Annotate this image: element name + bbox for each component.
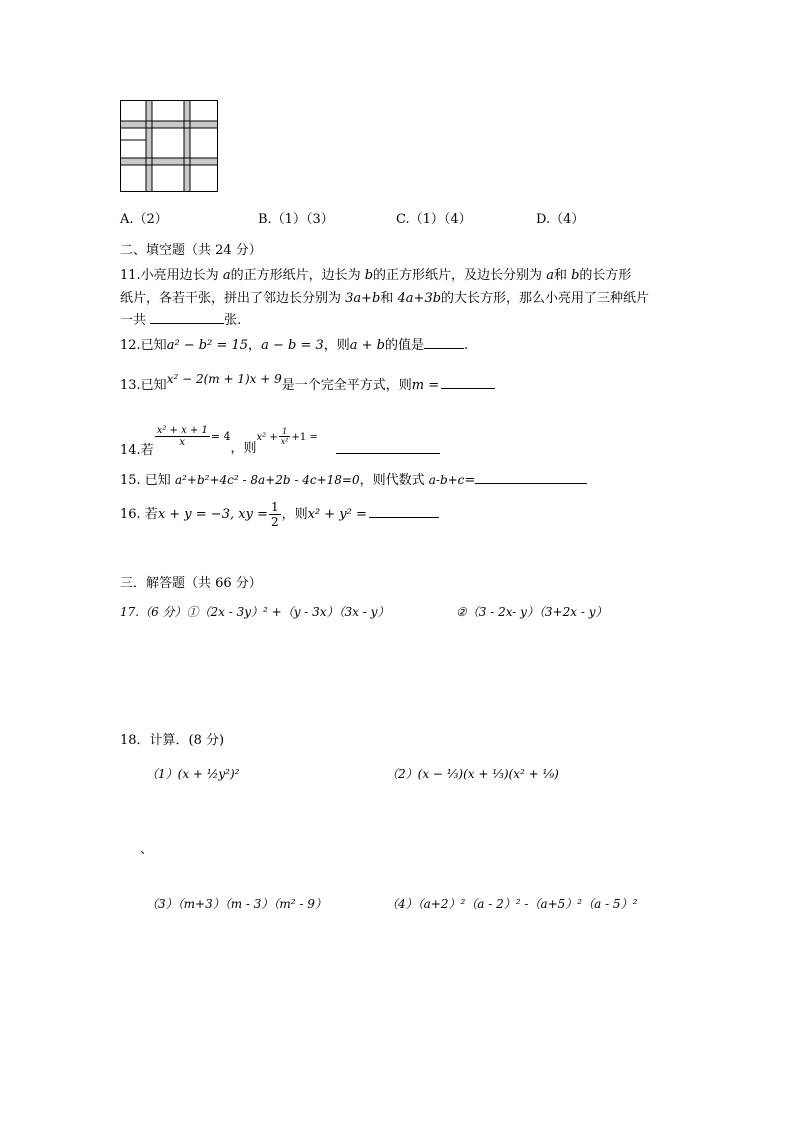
q13-expression: x² − 2(m + 1)x + 9 (166, 372, 282, 386)
q14-ask: x² + (256, 432, 278, 443)
q10-option-b: B.（1）（3） (258, 212, 334, 227)
q10-option-c: C.（1）（4） (396, 212, 472, 227)
q12-condition-2: a − b = 3 (261, 338, 324, 353)
q13-text: 13.已知 (120, 378, 167, 393)
q14-text: 14.若 (120, 443, 154, 458)
q15-text: = (464, 473, 476, 488)
q12 (120, 334, 468, 353)
q14-ask-fraction (279, 427, 291, 446)
q18-part-1: （1）(x + ½y²)² (146, 767, 240, 781)
q12-answer-blank[interactable] (424, 336, 464, 349)
q11-text: 的正方形纸片，及边长分别为 (373, 268, 547, 283)
q14-frac-denominator: x (179, 437, 186, 448)
q14-answer-blank[interactable] (336, 441, 440, 454)
q16-text: ，则 (281, 507, 308, 522)
q10-option-a: A.（2） (120, 212, 168, 227)
q14-equals: = 4 (210, 430, 231, 443)
q10-option-d: D.（4） (536, 212, 585, 227)
q14-frac-numerator: x² + x + 1 (156, 425, 208, 436)
q15-ask: a-b+c (428, 473, 465, 487)
q14-ask-denominator: x² (280, 437, 289, 446)
q16-answer-blank[interactable] (369, 505, 439, 518)
q11-line-1 (120, 264, 631, 283)
q16-frac-numerator: 1 (270, 500, 279, 514)
q16-fraction (269, 500, 281, 529)
q18-part-3: （3）（m+3）（m - 3）（m² - 9） (146, 897, 327, 911)
q14-text: ，则 (230, 441, 257, 456)
q11-answer-blank[interactable] (150, 311, 224, 324)
q15-text: 15. 已知 (120, 473, 175, 488)
q18-mark: 、 (140, 842, 154, 857)
q15-answer-blank[interactable] (475, 471, 587, 484)
q12-ask: a + b (349, 338, 385, 353)
q18-part-2: （2）(x − ⅓)(x + ⅓)(x² + ⅑) (386, 767, 559, 781)
q13 (120, 374, 495, 393)
q14-ask: +1 = (291, 432, 318, 443)
q11-text: 纸片，各若干张，拼出了邻边长分别为 (120, 291, 346, 306)
q14-ask-numerator: 1 (279, 427, 291, 437)
section-2-title: 二、填空题（共 24 分） (120, 243, 262, 258)
q17-part-2: ②（3 - 2x- y）（3+2x - y） (456, 605, 608, 619)
q12-text: ，则 (323, 338, 350, 353)
q11-line-2 (120, 287, 649, 306)
q11-expr-2: 4a+3b (397, 291, 442, 306)
q17-part-1: 17.（6 分）①（2x - 3y）² +（y - 3x）（3x - y） (120, 605, 390, 619)
q11-text: 11.小亮用边长为 (120, 268, 223, 283)
q11-text: 一共 (120, 313, 151, 328)
q16-ask: x² + y² = (307, 507, 367, 522)
q11-line-3 (120, 309, 241, 328)
q16 (120, 500, 439, 529)
q16-text: 16. 若 (120, 507, 158, 522)
q12-text: 的值是 (384, 338, 424, 353)
q15-text: ，则代数式 (359, 473, 429, 488)
q14-fraction (155, 425, 210, 448)
q12-text: . (464, 338, 469, 353)
q11-var-a: a (546, 268, 554, 283)
q14 (120, 425, 440, 458)
q11-text: 和 (380, 291, 398, 306)
q11-var-a: a (222, 268, 231, 283)
q12-text: ， (248, 338, 262, 353)
section-3-title: 三．解答题（共 66 分） (120, 576, 262, 591)
q16-expression: x + y = −3, xy = (157, 507, 268, 522)
q13-answer-blank[interactable] (441, 376, 495, 389)
q11-text: 和 (553, 268, 572, 283)
q11-text: 张. (224, 313, 242, 328)
q18-part-4: （4）（a+2）²（a - 2）² -（a+5）²（a - 5）² (386, 897, 638, 911)
q11-text: 的大长方形，那么小亮用了三种纸片 (441, 291, 650, 306)
q11-text: 的长方形 (579, 268, 632, 283)
q12-text: 12.已知 (120, 338, 167, 353)
q11-text: 的正方形纸片，边长为 (230, 268, 365, 283)
q16-frac-denominator: 2 (270, 515, 279, 529)
q15 (120, 469, 587, 488)
q11-var-b: b (364, 268, 374, 283)
q11-var-b: b (571, 268, 580, 283)
q13-ask: m = (411, 378, 440, 393)
q11-expr-1: 3a+b (345, 291, 381, 306)
q13-text: 是一个完全平方式，则 (281, 378, 412, 393)
q18-title: 18．计算．(8 分) (120, 733, 225, 748)
woven-grid-figure (120, 100, 220, 194)
q15-expression: a²+b²+4c² - 8a+2b - 4c+18=0 (174, 473, 360, 487)
q12-condition-1: a² − b² = 15 (166, 338, 249, 353)
